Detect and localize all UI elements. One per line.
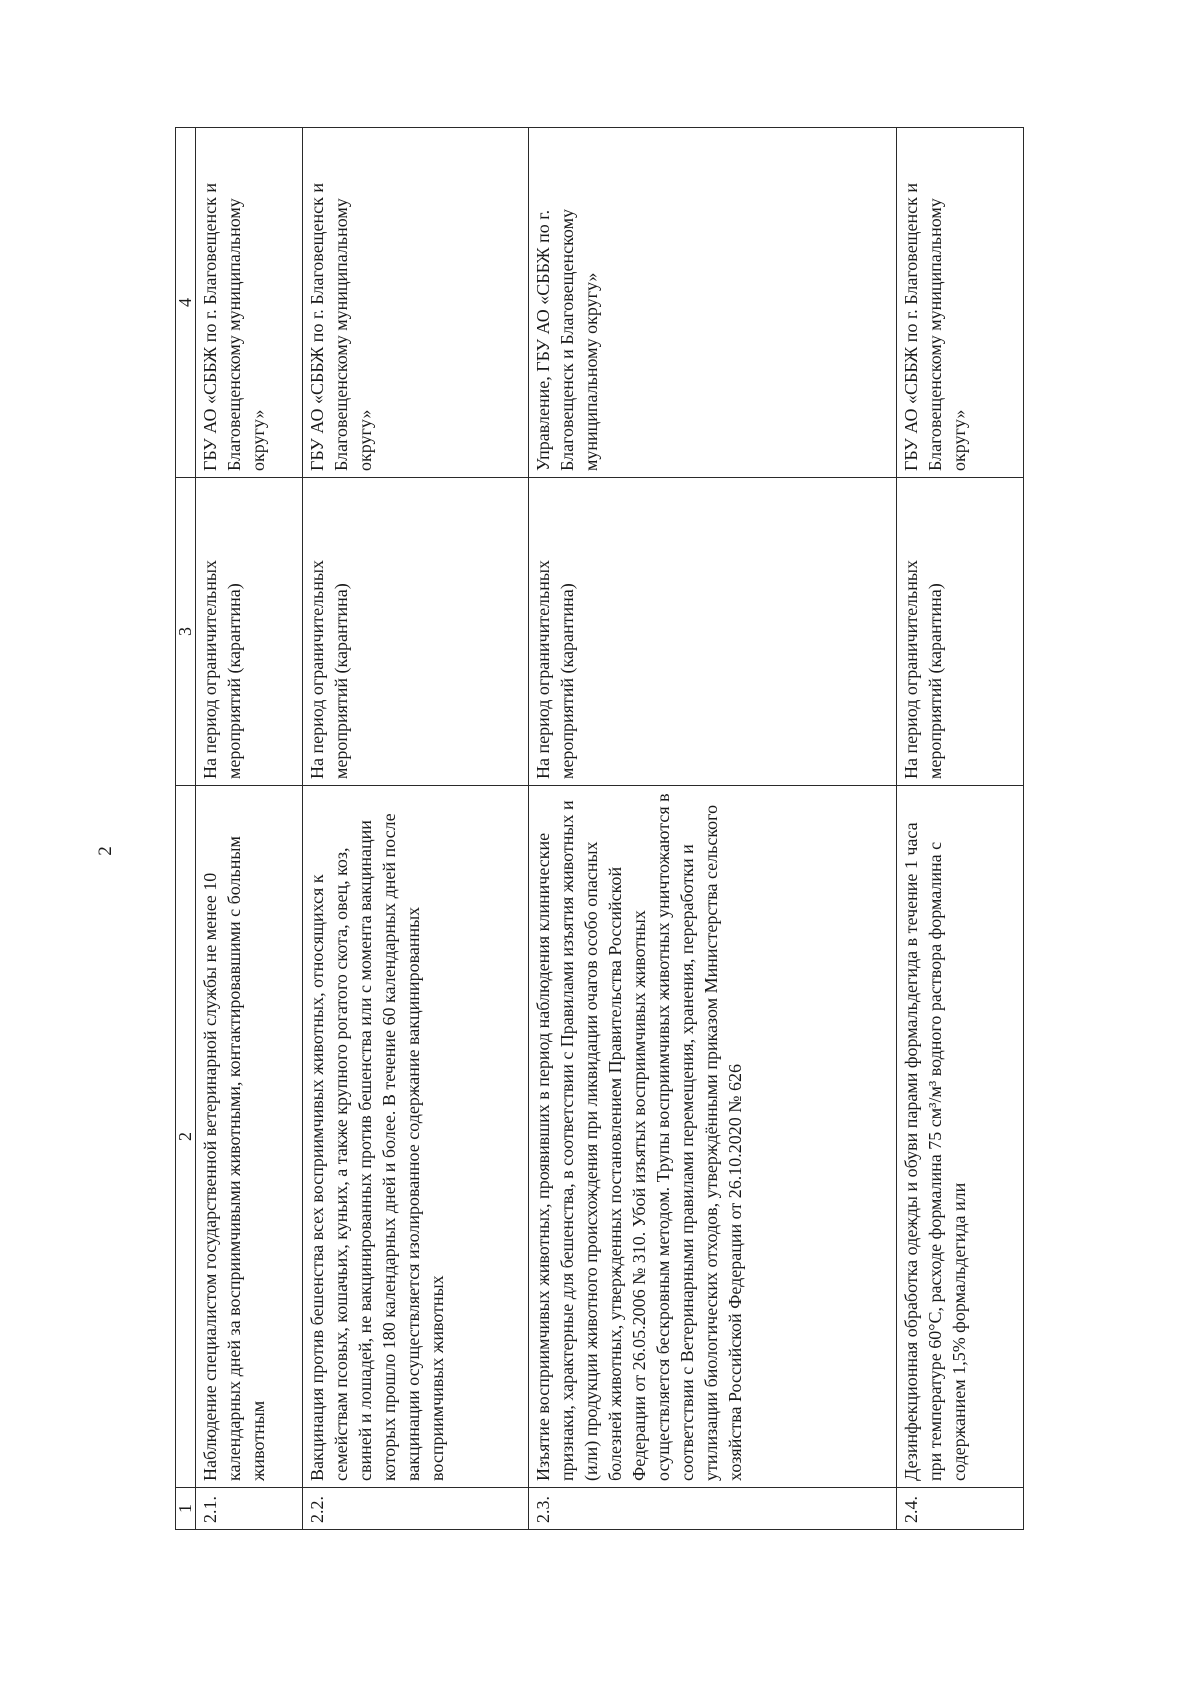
measure-text: Вакцинация против бешенства всех восприимчивых животных, относящихся к семействам псовых, кошачьих, куньих, а также крупного рогатого скота, овец, коз, свиней и лошадей, не вакцинированных против бешенства или с момента вакцинации которых прошло 180 календарных дней и более. В течение 60 календарных дней после вакцинации осуществляется изолированное содержание вакцинированных восприимчивых животных — [303, 786, 529, 1488]
responsible-text: ГБУ АО «СББЖ по г. Благовещенск и Благовещенскому муниципальному округу» — [196, 128, 303, 478]
page-number: 2 — [95, 846, 116, 856]
column-header-4: 4 — [176, 128, 196, 478]
table-row — [196, 128, 303, 1530]
period-text: На период ограничительных мероприятий (карантина) — [897, 478, 1024, 786]
measure-text: Дезинфекционная обработка одежды и обуви парами формальдегида в течение 1 часа при температуре 60°С, расходе формалина 75 см³/м³ водного раствора формалина с содержанием 1,5% формальдегида или — [901, 822, 969, 1481]
column-header-2: 2 — [176, 786, 196, 1488]
column-header-3: 3 — [176, 478, 196, 786]
rotated-table-wrapper — [175, 128, 1023, 1530]
row-number: 2.2. — [303, 1488, 529, 1530]
table-row — [897, 128, 1024, 1530]
table-header-row — [176, 128, 196, 1530]
measure-cell — [897, 786, 1024, 1488]
row-number: 2.3. — [529, 1488, 897, 1530]
column-header-1: 1 — [176, 1488, 196, 1530]
period-text: На период ограничительных мероприятий (карантина) — [529, 478, 897, 786]
table-row — [529, 128, 897, 1530]
row-number: 2.1. — [196, 1488, 303, 1530]
measures-table — [175, 127, 1024, 1530]
responsible-text: Управление, ГБУ АО «СББЖ по г. Благовещенск и Благовещенскому муниципальному округу» — [529, 128, 897, 478]
measure-text: Изъятие восприимчивых животных, проявивших в период наблюдения клинические признаки, характерные для бешенства, в соответствии с Правилами изъятия животных и (или) продукции животного происхождения при ликвидации очагов особо опасных болезней животных, утвержденных постановлением Правительства Российской Федерации от 26.05.2006 № 310. Убой изъятых восприимчивых животных осуществляется бескровным методом. Трупы восприимчивых животных уничтожаются в соответствии с Ветеринарными правилами перемещения, хранения, переработки и утилизации биологических отходов, утверждёнными приказом Министерства сельского хозяйства Российской Федерации от 26.10.2020 № 626 — [529, 786, 897, 1488]
responsible-text: ГБУ АО «СББЖ по г. Благовещенск и Благовещенскому муниципальному округу» — [897, 128, 1024, 478]
measure-text: Наблюдение специалистом государственной ветеринарной службы не менее 10 календарных дней за восприимчивыми животными, контактировавшими с больным животным — [196, 786, 303, 1488]
period-text: На период ограничительных мероприятий (карантина) — [196, 478, 303, 786]
period-text: На период ограничительных мероприятий (карантина) — [303, 478, 529, 786]
row-number: 2.4. — [897, 1488, 1024, 1530]
responsible-text: ГБУ АО «СББЖ по г. Благовещенск и Благовещенскому муниципальному округу» — [303, 128, 529, 478]
table-row — [303, 128, 529, 1530]
